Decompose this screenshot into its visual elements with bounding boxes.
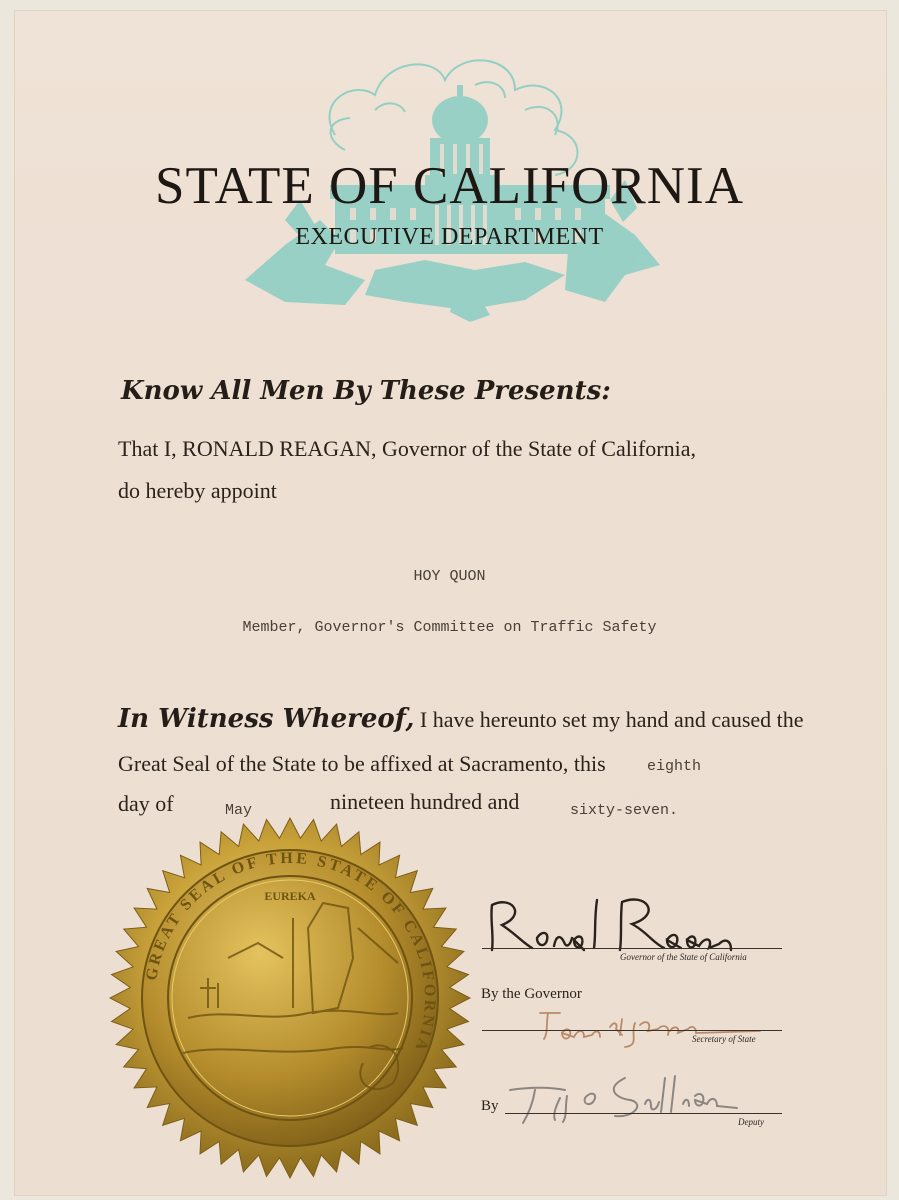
secretary-caption: Secretary of State bbox=[692, 1034, 756, 1044]
great-seal bbox=[108, 808, 473, 1188]
intro-heading: Know All Men By These Presents: bbox=[121, 376, 611, 406]
deputy-signature-line bbox=[505, 1113, 782, 1114]
year-value: sixty-seven. bbox=[570, 802, 679, 819]
deputy-signature bbox=[505, 1068, 745, 1128]
witness-line-2: Great Seal of the State to be affixed at Sacramento, this bbox=[118, 751, 606, 776]
witness-line-1-text: I have hereunto set my hand and caused the bbox=[419, 707, 804, 732]
intro-line-2: do hereby appoint bbox=[118, 478, 277, 503]
witness-line-3b: nineteen hundred and bbox=[330, 789, 520, 814]
witness-line-3a: day of bbox=[118, 791, 174, 816]
secretary-signature-line bbox=[482, 1030, 782, 1031]
intro-line-1: That I, RONALD REAGAN, Governor of the State of California, bbox=[118, 436, 696, 461]
governor-caption: Governor of the State of California bbox=[620, 952, 747, 962]
governor-signature-line bbox=[482, 948, 782, 949]
deputy-caption: Deputy bbox=[738, 1117, 764, 1127]
document-title: STATE OF CALIFORNIA bbox=[155, 157, 744, 215]
by-the-governor-label: By the Governor bbox=[481, 986, 582, 1002]
document-subtitle: EXECUTIVE DEPARTMENT bbox=[295, 224, 604, 250]
appointee-name: HOY QUON bbox=[413, 568, 486, 585]
governor-signature bbox=[482, 890, 742, 960]
by-label: By bbox=[481, 1098, 499, 1114]
witness-line-1 bbox=[118, 704, 804, 734]
seal-motto: EUREKA bbox=[264, 889, 316, 903]
day-value: eighth bbox=[647, 758, 702, 775]
seal-ring-text: GREAT SEAL OF THE STATE OF CALIFORNIA bbox=[143, 849, 439, 1056]
appointment-position: Member, Governor's Committee on Traffic Safety bbox=[242, 619, 657, 636]
month-value: May bbox=[225, 802, 253, 819]
witness-heading: In Witness Whereof, bbox=[118, 704, 415, 734]
